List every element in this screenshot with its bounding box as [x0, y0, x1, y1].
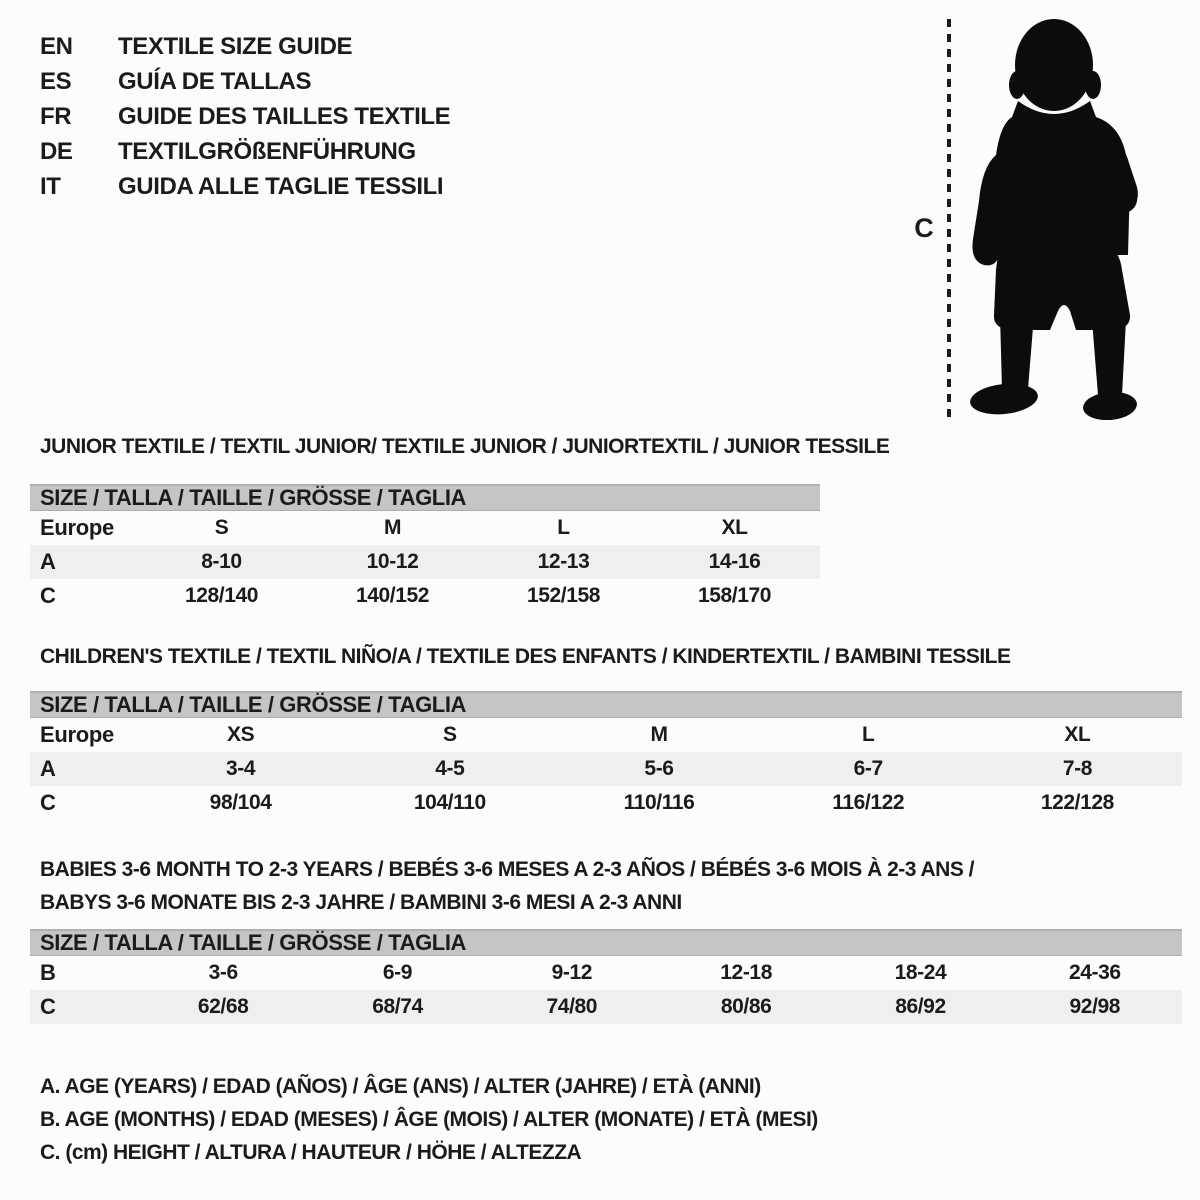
- language-title-list: [40, 29, 450, 204]
- toddler-silhouette-icon: [960, 15, 1145, 420]
- language-code: ES: [40, 67, 72, 95]
- age-cell: 12-13: [537, 550, 590, 573]
- table-row-a: [30, 752, 1182, 786]
- age-cell: 10-12: [366, 550, 419, 573]
- table-row-a: [30, 545, 820, 579]
- size-cell: L: [861, 723, 875, 746]
- language-row-fr: [40, 99, 450, 134]
- guide-title: GUIDE DES TAILLES TEXTILE: [118, 102, 451, 130]
- height-cell: 68/74: [372, 995, 423, 1018]
- height-cell: 152/158: [526, 584, 601, 607]
- language-code: DE: [40, 137, 73, 165]
- size-cell: XL: [1064, 723, 1091, 746]
- children-table-title: CHILDREN'S TEXTILE / TEXTIL NIÑO/A / TEXTILE DES ENFANTS / KINDERTEXTIL / BAMBINI TESSILE: [40, 645, 1011, 668]
- size-cell: S: [214, 516, 229, 539]
- size-cell: M: [650, 723, 668, 746]
- age-cell: 3-4: [226, 757, 256, 780]
- height-cell: 116/122: [832, 791, 905, 814]
- size-cell: S: [443, 723, 457, 746]
- size-cell: L: [557, 516, 570, 539]
- row-label: C: [40, 994, 56, 1019]
- age-cell: 6-7: [853, 757, 883, 780]
- age-cell: 8-10: [201, 550, 242, 573]
- age-cell: 4-5: [435, 757, 465, 780]
- row-label: Europe: [40, 515, 114, 540]
- language-code: IT: [40, 172, 61, 200]
- guide-title: GUÍA DE TALLAS: [118, 67, 312, 95]
- row-label: A: [40, 549, 56, 574]
- height-cell: 158/170: [697, 584, 772, 607]
- language-code: FR: [40, 102, 72, 130]
- height-cell: 92/98: [1069, 995, 1121, 1018]
- language-row-en: [40, 29, 450, 64]
- size-header-bar: SIZE / TALLA / TAILLE / GRÖSSE / TAGLIA: [30, 484, 820, 511]
- babies-title-line-2: BABYS 3-6 MONATE BIS 2-3 JAHRE / BAMBINI 3-6 MESI A 2-3 ANNI: [40, 891, 682, 914]
- table-row-europe: [30, 511, 820, 545]
- junior-size-table: [30, 484, 820, 613]
- measure-legend: [40, 1070, 818, 1169]
- size-header-bar: SIZE / TALLA / TAILLE / GRÖSSE / TAGLIA: [30, 691, 1182, 718]
- size-cell: M: [383, 516, 402, 539]
- age-cell: 9-12: [551, 961, 593, 984]
- height-cell: 74/80: [546, 995, 598, 1018]
- table-row-europe: [30, 718, 1182, 752]
- height-cell: 104/110: [413, 791, 486, 814]
- height-cell: 86/92: [895, 995, 946, 1018]
- row-label: C: [40, 583, 56, 608]
- table-row-c: [30, 990, 1182, 1024]
- legend-line-c: C. (cm) HEIGHT / ALTURA / HAUTEUR / HÖHE / ALTEZZA: [40, 1141, 582, 1164]
- height-cell: 140/152: [355, 584, 430, 607]
- babies-size-table: [30, 929, 1182, 1024]
- size-header-bar: SIZE / TALLA / TAILLE / GRÖSSE / TAGLIA: [30, 929, 1182, 956]
- height-cell: 110/116: [623, 791, 695, 814]
- table-row-c: [30, 579, 820, 613]
- height-measure-label: C: [914, 213, 934, 243]
- height-cell: 98/104: [209, 791, 272, 814]
- guide-title: TEXTILE SIZE GUIDE: [118, 32, 353, 60]
- age-cell: 6-9: [382, 961, 413, 984]
- babies-title-line-1: BABIES 3-6 MONTH TO 2-3 YEARS / BEBÉS 3-6 MESES A 2-3 AÑOS / BÉBÉS 3-6 MOIS À 2-3 ANS /: [40, 858, 975, 881]
- language-row-de: [40, 134, 450, 169]
- legend-line-b: B. AGE (MONTHS) / EDAD (MESES) / ÂGE (MOIS) / ALTER (MONATE) / ETÀ (MESI): [40, 1108, 818, 1131]
- junior-table-title: JUNIOR TEXTILE / TEXTIL JUNIOR/ TEXTILE JUNIOR / JUNIORTEXTIL / JUNIOR TESSILE: [40, 435, 890, 458]
- age-cell: 24-36: [1068, 961, 1121, 984]
- children-size-table: [30, 691, 1182, 820]
- height-measure-dashed-line: [947, 19, 951, 417]
- age-cell: 3-6: [208, 961, 238, 984]
- height-cell: 128/140: [184, 584, 259, 607]
- height-cell: 80/86: [720, 995, 772, 1018]
- babies-table-title: [40, 853, 974, 919]
- language-code: EN: [40, 32, 73, 60]
- size-cell: XS: [226, 723, 255, 746]
- age-cell: 5-6: [644, 757, 674, 780]
- row-label: Europe: [40, 722, 114, 747]
- table-row-b: [30, 956, 1182, 990]
- guide-title: TEXTILGRÖßENFÜHRUNG: [118, 137, 416, 165]
- age-cell: 7-8: [1062, 757, 1092, 780]
- table-row-c: [30, 786, 1182, 820]
- age-cell: 12-18: [720, 961, 772, 984]
- legend-line-a: A. AGE (YEARS) / EDAD (AÑOS) / ÂGE (ANS) / ALTER (JAHRE) / ETÀ (ANNI): [40, 1075, 761, 1098]
- row-label: C: [40, 790, 56, 815]
- height-cell: 122/128: [1040, 791, 1114, 814]
- row-label: B: [40, 960, 56, 985]
- language-row-es: [40, 64, 450, 99]
- age-cell: 14-16: [708, 550, 761, 573]
- row-label: A: [40, 756, 56, 781]
- size-cell: XL: [721, 516, 748, 539]
- language-row-it: [40, 169, 450, 204]
- height-cell: 62/68: [197, 995, 249, 1018]
- age-cell: 18-24: [894, 961, 947, 984]
- guide-title: GUIDA ALLE TAGLIE TESSILI: [118, 172, 444, 200]
